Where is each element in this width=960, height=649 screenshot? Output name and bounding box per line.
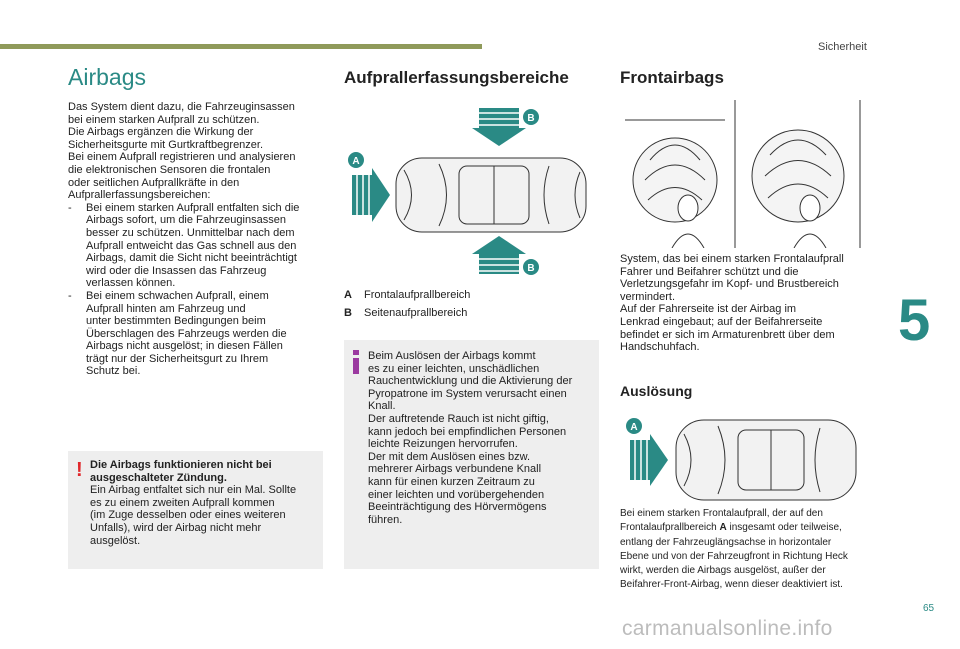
list-item: - Bei einem schwachen Aufprall, einem Aufprall hinten am Fahrzeug und unter bestimmten Bedingungen beim Überschlagen des Fahrzeugs werden die Airbags nicht ausgelöst; in diesen Fällen trägt nur der Sicherheitsgurt zu Ihrem Schutz bei. <box>68 289 287 378</box>
legend-item-b: B Seitenaufprallbereich <box>344 307 468 319</box>
front-airbags-title: Frontairbags <box>620 68 724 87</box>
warning-box <box>68 451 323 569</box>
watermark: carmanualsonline.info <box>622 617 833 640</box>
trigger-text: Bei einem starken Frontalaufprall, der auf den Frontalaufprallbereich A insgesamt oder teilweise, entlang der Fahrzeuglängsachse in horizontaler Ebene und von der Fahrzeugfront in Richtung Heck wirkt, werden die Airbags ausgelöst, außer der Beifahrer-Front-Airbag, wenn dieser deaktiviert ist. <box>620 508 848 591</box>
airbags-intro: Das System dient dazu, die Fahrzeuginsassen bei einem starken Aufprall zu schützen. Die Airbags ergänzen die Wirkung der Sicherheitsgurte mit Gurtkraftbegrenzer. Bei einem Aufprall registrieren und analysieren die elektronischen Sensoren die frontalen oder seitlichen Aufprallkräfte in den Aufprallerfassungsbereichen: - Bei einem starken Aufprall entfalten sich die Airbags sofort, um die Fahrzeuginsassen besser zu schützen. Unmittelbar nach dem Aufprall entweicht das Gas schnell aus den Airbags, damit die Sicht nicht beeinträchtigt wird oder die Insassen das Fahrzeug verlassen können. - Bei einem schwachen Aufprall, einem Aufprall hinten am Fahrzeug und unter bestimmten Bedingungen beim Überschlagen des Fahrzeugs werden die Airbags nicht ausgelöst; in diesen Fällen trägt nur der Sicherheitsgurt zu Ihrem Schutz bei. <box>68 101 328 378</box>
label-a-front: A <box>630 422 638 433</box>
label-a: A <box>352 156 360 167</box>
info-text: Beim Auslösen der Airbags kommt es zu einer leichten, unschädlichen Rauchentwicklung und die Aktivierung der Pyropatrone im System verursacht einen Knall. Der auftretende Rauch ist nicht giftig, kann jedoch bei empfindlichen Personen leichte Reizungen hervorrufen. Der mit dem Auslösen eines bzw. mehrerer Airbags verbundene Knall kann für einen kurzen Zeitraum zu einer leichten und vorübergehenden Beeinträchtigung des Hörvermögens führen. <box>368 350 573 526</box>
front-airbags-illustration <box>620 100 865 248</box>
front-airbags-description: System, das bei einem starken Frontalaufprall Fahrer und Beifahrer schützt und die Verletzungsgefahr im Kopf- und Brustbereich vermindert. Auf der Fahrerseite ist der Airbag im Lenkrad eingebaut; auf der Beifahrerseite befindet er sich im Armaturenbrett über dem Handschuhfach. <box>620 253 844 354</box>
label-b-bottom: B <box>527 263 535 274</box>
car-top-view <box>396 158 586 232</box>
front-impact-diagram <box>620 410 865 502</box>
airbags-title: Airbags <box>68 64 146 90</box>
side-impact-arrow-bottom <box>472 236 526 274</box>
trigger-title: Auslösung <box>620 383 693 399</box>
label-b-top: B <box>527 113 535 124</box>
page-number: 65 <box>923 603 935 614</box>
warning-icon: ! <box>76 459 83 481</box>
info-box <box>344 340 599 569</box>
impact-zones-diagram <box>344 100 599 280</box>
passenger-airbag-icon <box>752 130 844 222</box>
legend-item-a: A Frontalaufprallbereich <box>344 289 471 301</box>
section-title: Sicherheit <box>818 41 867 53</box>
list-item: - Bei einem starken Aufprall entfalten sich die Airbags sofort, um die Fahrzeuginsassen besser zu schützen. Unmittelbar nach dem Aufprall entweicht das Gas schnell aus den Airbags, damit die Sicht nicht beeinträchtigt wird oder die Insassen das Fahrzeug verlassen können. <box>68 201 300 290</box>
chapter-number: 5 <box>898 288 931 353</box>
car-top-view-2 <box>676 420 856 500</box>
side-impact-arrow-top <box>472 108 526 146</box>
info-icon <box>352 350 360 374</box>
impact-zones-title: Aufprallerfassungsbereiche <box>344 68 569 87</box>
front-impact-arrow-2 <box>630 434 668 486</box>
front-impact-arrow <box>352 168 390 222</box>
header-bar <box>0 44 482 49</box>
warning-text: Die Airbags funktionieren nicht bei ausgeschalteter Zündung. Ein Airbag entfaltet sich nur ein Mal. Sollte es zu einem zweiten Aufprall kommen (im Zuge desselben oder eines weiteren Unfalls), wird der Airbag nicht mehr ausgelöst. <box>90 459 297 547</box>
